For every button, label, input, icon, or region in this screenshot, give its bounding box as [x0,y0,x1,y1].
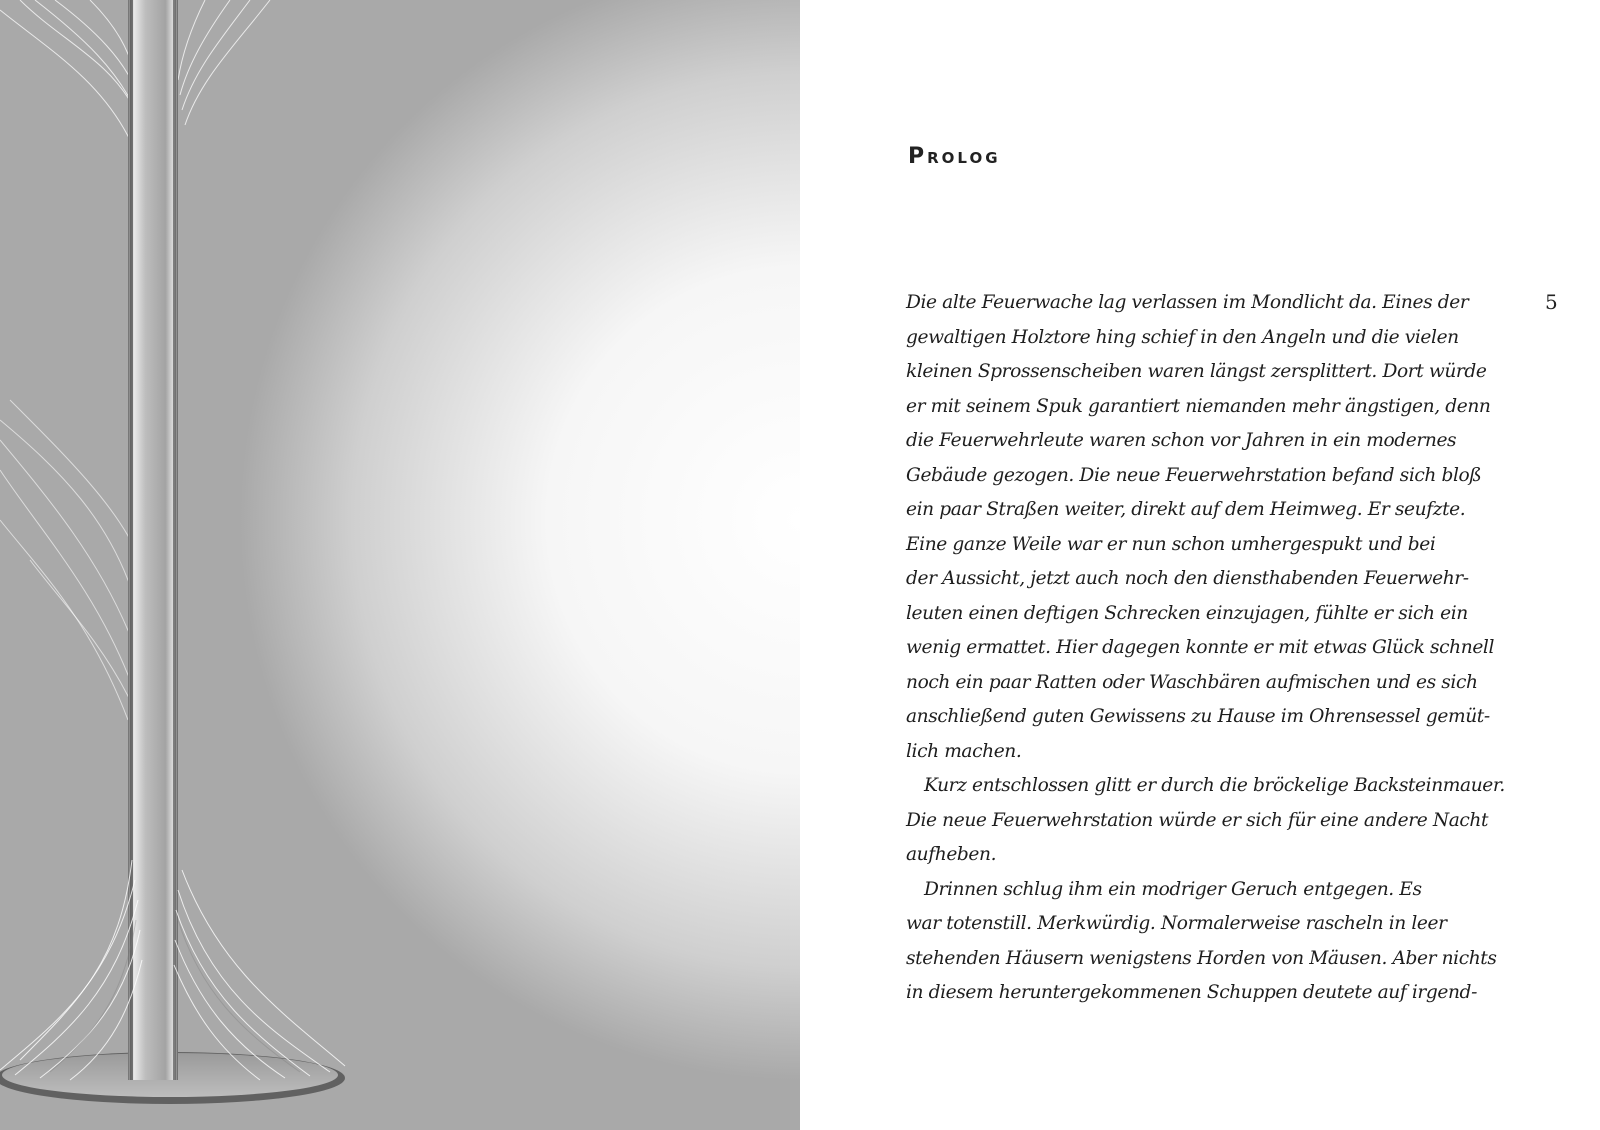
text-line: kleinen Sprossenscheiben waren längst zersplittert. Dort würde [906,361,1487,382]
text-line: Die alte Feuerwache lag verlassen im Mondlicht da. Eines der [906,292,1469,313]
text-line: gewaltigen Holztore hing schief in den Angeln und die vielen [906,326,1459,348]
text-page [800,0,1600,1130]
text-line: Die neue Feuerwehrstation würde er sich für eine andere Nacht [906,809,1489,831]
text-line: Eine ganze Weile war er nun schon umhergespukt und bei [906,533,1436,555]
text-line: der Aussicht, jetzt auch noch den diensthabenden Feuerwehr- [906,568,1469,589]
text-line: Drinnen schlug ihm ein modriger Geruch entgegen. Es [924,878,1422,900]
text-line: noch ein paar Ratten oder Waschbären aufmischen und es sich [906,671,1478,693]
text-line: er mit seinem Spuk garantiert niemanden mehr ängstigen, denn [906,395,1491,417]
text-line: in diesem heruntergekommenen Schuppen deutete auf irgend- [906,982,1477,1003]
page-number: 5 [1545,290,1558,314]
text-line: anschließend guten Gewissens zu Hause im Ohrensessel gemüt- [906,706,1490,727]
text-line: wenig ermattet. Hier dagegen konnte er mit etwas Glück schnell [906,637,1495,658]
chapter-title: Prolog [908,144,1001,169]
body-text [906,286,1506,1011]
text-line: Gebäude gezogen. Die neue Feuerwehrstation befand sich bloß [906,464,1482,486]
text-line: aufheben. [906,844,997,865]
text-line: die Feuerwehrleute waren schon vor Jahren in ein modernes [906,430,1457,451]
text-line: stehenden Häusern wenigstens Horden von Mäusen. Aber nichts [906,947,1497,969]
text-line: Kurz entschlossen glitt er durch die bröckelige Backsteinmauer. [924,775,1505,796]
text-line: ein paar Straßen weiter, direkt auf dem Heimweg. Er seufzte. [906,499,1466,520]
text-line: war totenstill. Merkwürdig. Normalerweise rascheln in leer [906,913,1447,934]
text-line: leuten einen deftigen Schrecken einzujagen, fühlte er sich ein [906,602,1468,624]
text-line: lich machen. [906,740,1022,762]
